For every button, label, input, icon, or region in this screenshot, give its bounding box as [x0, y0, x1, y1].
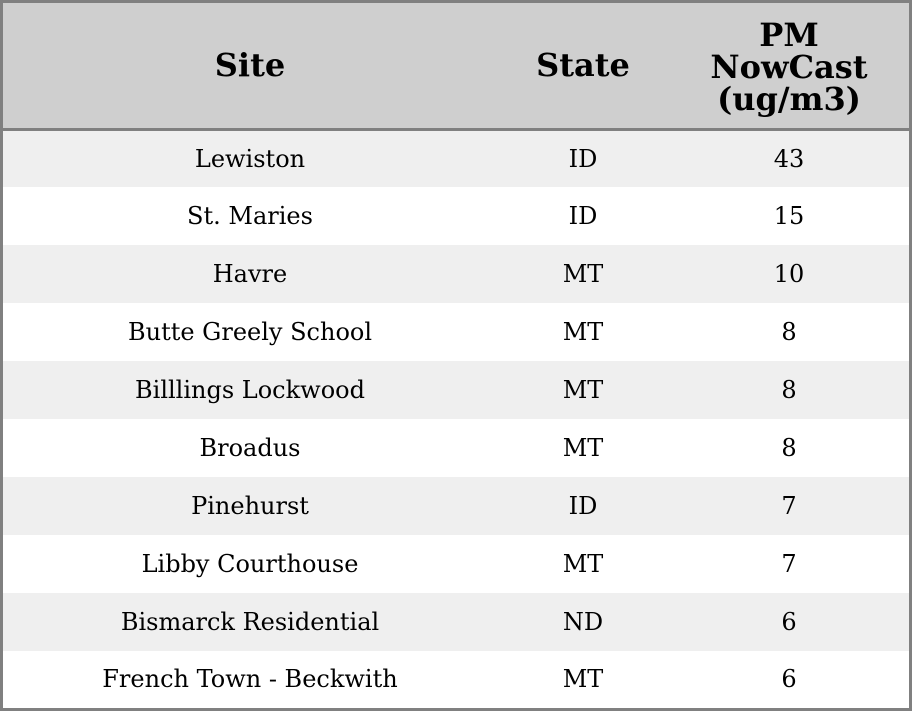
- cell-site: Lewiston: [194, 144, 306, 173]
- header-pm-line-3: (ug/m3): [717, 80, 861, 119]
- cell-pm: 8: [781, 434, 797, 462]
- cell-site: Pinehurst: [191, 492, 309, 520]
- cell-site: Libby Courthouse: [141, 550, 359, 578]
- cell-site: Broadus: [199, 434, 301, 462]
- table-row: [3, 187, 909, 245]
- table-row: [3, 129, 909, 187]
- table-row: [3, 419, 909, 477]
- cell-site: Havre: [212, 260, 288, 288]
- table-row: [3, 303, 909, 361]
- cell-pm: 8: [781, 376, 797, 404]
- cell-state: ID: [568, 492, 598, 520]
- cell-state: ID: [568, 144, 598, 173]
- cell-site: St. Maries: [187, 202, 313, 230]
- table-row: [3, 535, 909, 593]
- table-header: [3, 3, 909, 129]
- cell-state: MT: [562, 434, 604, 462]
- header-pm-line-1: PM: [759, 16, 819, 55]
- cell-state: ND: [562, 608, 604, 636]
- header-pm-nowcast: [669, 3, 909, 129]
- cell-pm: 43: [773, 144, 805, 173]
- cell-pm: 8: [781, 318, 797, 346]
- header-row: [3, 3, 909, 129]
- cell-state: MT: [562, 665, 604, 693]
- header-state: State: [497, 3, 669, 129]
- table-row: [3, 245, 909, 303]
- cell-state: MT: [562, 376, 604, 404]
- cell-site: French Town - Beckwith: [102, 665, 398, 693]
- table-row: [3, 477, 909, 535]
- table-row: [3, 651, 909, 707]
- pm-nowcast-table: [3, 3, 909, 707]
- cell-state: MT: [562, 260, 604, 288]
- cell-site: Billlings Lockwood: [135, 376, 365, 404]
- header-site: Site: [3, 3, 497, 129]
- cell-site: Butte Greely School: [127, 318, 373, 346]
- cell-pm: 10: [773, 260, 805, 288]
- table-row: [3, 593, 909, 651]
- cell-pm: 7: [781, 492, 797, 520]
- cell-pm: 7: [781, 550, 797, 578]
- cell-pm: 6: [781, 665, 797, 693]
- cell-state: ID: [568, 202, 598, 230]
- cell-pm: 6: [781, 608, 797, 636]
- cell-pm: 15: [773, 202, 805, 230]
- cell-state: MT: [562, 318, 604, 346]
- header-pm-line-2: NowCast: [710, 48, 868, 87]
- cell-site: Bismarck Residential: [120, 608, 380, 636]
- table-row: [3, 361, 909, 419]
- cell-state: MT: [562, 550, 604, 578]
- table-body: [3, 129, 909, 707]
